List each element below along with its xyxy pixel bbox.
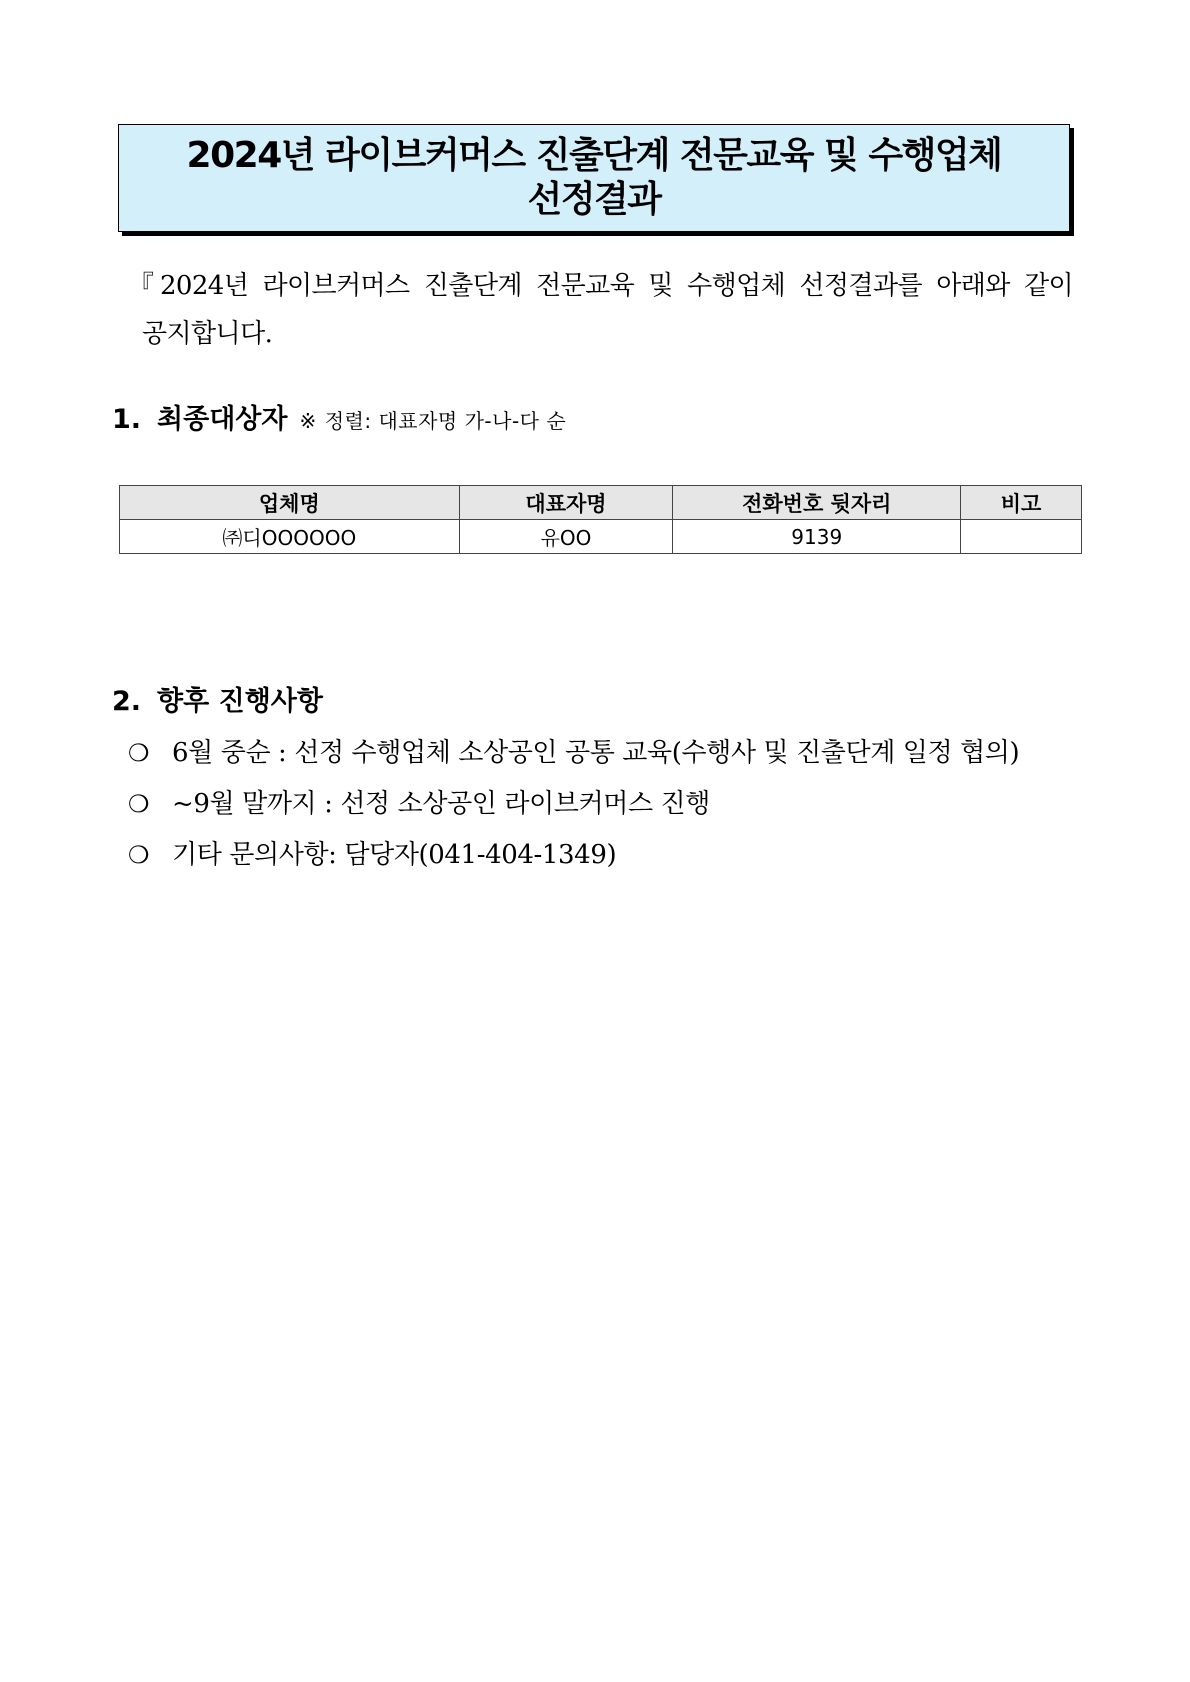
- list-item-text: ~9월 말까지 : 선정 소상공인 라이브커머스 진행: [172, 789, 710, 819]
- document-title-line-2: 선정결과: [527, 179, 661, 220]
- table-row: [120, 520, 1082, 554]
- schedule-list: [128, 728, 1078, 881]
- circle-bullet-icon: ❍: [128, 739, 150, 767]
- list-item-text: 6월 중순 : 선정 수행업체 소상공인 공통 교육(수행사 및 진출단계 일정 협의): [172, 738, 1020, 768]
- list-item: [128, 779, 1078, 830]
- table-header-row: [120, 486, 1082, 520]
- cell-remarks: [961, 520, 1082, 554]
- header-representative: 대표자명: [459, 486, 673, 520]
- list-item: [128, 728, 1078, 779]
- final-selection-table: [119, 485, 1082, 554]
- section-1-title: 최종대상자: [157, 404, 288, 435]
- header-company-name: 업체명: [120, 486, 460, 520]
- header-remarks: 비고: [961, 486, 1082, 520]
- list-item: [128, 830, 1078, 881]
- list-item-text: 기타 문의사항: 담당자(041-404-1349): [172, 840, 617, 870]
- sort-note-text: 정렬: 대표자명 가-나-다 순: [324, 409, 567, 433]
- sort-note: [299, 409, 566, 433]
- reference-mark-icon: ※: [299, 409, 317, 433]
- cell-representative: 유OO: [459, 520, 673, 554]
- section-2-number: 2.: [112, 686, 142, 717]
- cell-company-name: ㈜디OOOOOO: [120, 520, 460, 554]
- section-2-heading: [112, 679, 323, 718]
- circle-bullet-icon: ❍: [128, 841, 150, 869]
- intro-line-1: 『2024년 라이브커머스 진출단계 전문교육 및 수행업체 선정결과를 아래와 같이: [128, 271, 1073, 301]
- section-2-title: 향후 진행사항: [157, 686, 323, 717]
- intro-line-2: 공지합니다.: [142, 319, 273, 349]
- title-box: [118, 124, 1070, 232]
- circle-bullet-icon: ❍: [128, 790, 150, 818]
- document-title-line-1: 2024년 라이브커머스 진출단계 전문교육 및 수행업체: [186, 135, 1002, 176]
- intro-paragraph: [128, 262, 1073, 358]
- section-1-number: 1.: [112, 404, 142, 435]
- header-phone-last-digits: 전화번호 뒷자리: [673, 486, 961, 520]
- cell-phone-last-digits: 9139: [673, 520, 961, 554]
- section-1-heading: [112, 397, 566, 436]
